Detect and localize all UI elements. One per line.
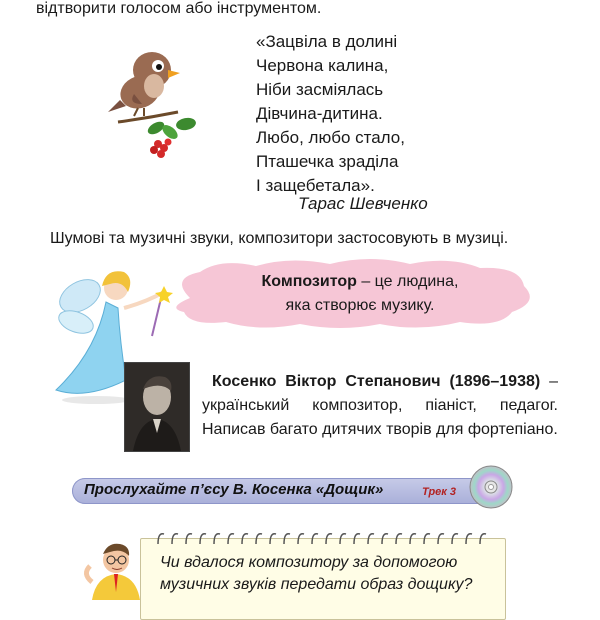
portrait-image [125,363,189,451]
cd-icon[interactable] [468,464,514,510]
poem [256,30,405,198]
poem-line: «Зацвіла в долині [256,32,398,51]
track-label: Трек 3 [422,486,457,498]
composer-bio [202,370,558,442]
poem-line: Любо, любо стало, [256,128,405,147]
poem-line: Червона калина, [256,56,389,75]
bird-illustration [108,40,218,160]
composer-portrait [124,362,190,452]
definition-rest: – це людина, [356,273,459,290]
poem-line: І защебетала». [256,176,375,195]
poem-line: Ніби засміялась [256,80,384,99]
poem-author: Тарас Шевченко [298,194,428,213]
question-text [160,552,490,596]
definition-term: Композитор [261,273,357,290]
poem-line: Пташечка зраділа [256,152,399,171]
teacher-illustration [76,540,156,600]
intro-text: відтворити голосом або інструментом. [36,0,322,17]
listen-instruction: Прослухайте п’єсу В. Косенка «Дощик» [84,481,384,498]
question-line2: музичних звуків передати образ дощику? [160,576,473,593]
notebook-rings [152,530,492,546]
composer-name: Косенко Віктор Степанович (1896–1938) [212,373,541,390]
definition-text [210,270,510,318]
composer-description: – український композитор, піаніст, педагог. Написав багато дитячих творів для фортепіано. [202,373,558,438]
statement-text: Шумові та музичні звуки, композитори застосовують в музиці. [50,230,509,247]
question-line1: Чи вдалося композитору за допомогою [160,554,458,571]
poem-line: Дівчина-дитина. [256,104,383,123]
definition-line2: яка створює музику. [285,297,435,314]
